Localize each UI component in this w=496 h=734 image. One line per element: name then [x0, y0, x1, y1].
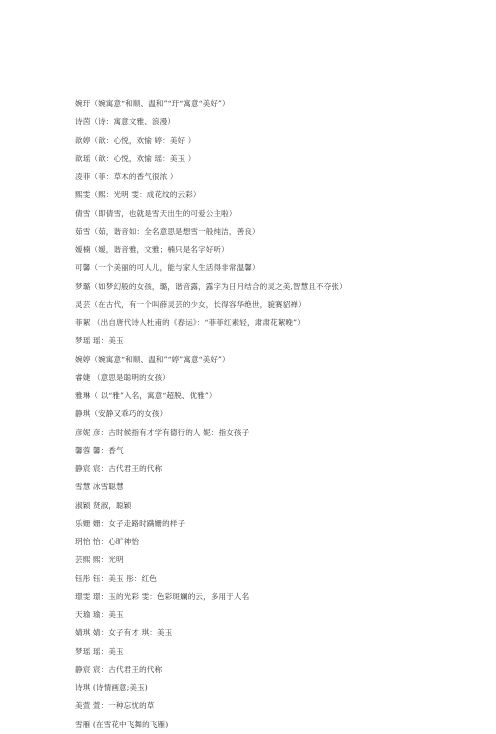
list-item: 睿婕 （意思是聪明的女孩） [75, 372, 170, 382]
list-item: 雪慧 冰雪聪慧 [75, 482, 124, 492]
list-item: 钰彤 钰：美玉 彤：红色 [75, 573, 157, 583]
list-item: 凌菲（菲：草木的香气很浓 ） [75, 172, 178, 181]
list-item: 歆瑶（歆：心悦，欢愉 瑶：美玉 ） [75, 153, 196, 163]
list-item: 美萱 萱：一种忘忧的草 [75, 701, 155, 711]
list-item: 雪雁 (在雪花中飞舞的飞雁) [75, 719, 169, 729]
list-item: 馨蓉 馨：香气 [75, 445, 124, 455]
list-item: 婉婷（婉寓意“和顺、温和”“婷”寓意“美好”） [75, 354, 230, 364]
list-item: 茹雪（茹，谐音如：全名意思是想雪一般纯洁，善良） [75, 226, 260, 236]
list-item: 芸熙 熙：光明 [75, 555, 124, 565]
list-item: 嫒楠（嫒，谐音雅，文雅；楠只是名字好听） [75, 245, 229, 254]
list-item: 雅琳（ 以“雅”入名，寓意“超脱、优雅”） [75, 391, 217, 400]
list-item: 静宸 宸：古代君王的代称 [75, 664, 163, 674]
list-item: 歆婷（歆：心悦，欢愉 婷：美好 ） [75, 135, 196, 145]
list-item: 婧琪 婧：女子有才 琪：美玉 [75, 628, 173, 638]
list-item: 天瑜 瑜：美玉 [75, 610, 124, 619]
list-item: 玥怡 怡：心旷神怡 [75, 537, 140, 546]
list-item: 诗茵（诗：寓意文雅、浪漫） [75, 117, 176, 127]
name-list [75, 95, 485, 734]
list-item: 乐姗 姗：女子走路时蹒姗的样子 [75, 518, 186, 528]
list-item: 梦瑶 瑶：美玉 [75, 336, 124, 346]
list-item: 熙雯（熙：光明 雯：成花纹的云彩） [75, 190, 201, 200]
list-item: 诗琪 (诗情画意;美玉) [75, 683, 148, 692]
list-item: 婉玗（婉寓意“和顺、温和”“玗“寓意“美好”） [75, 99, 230, 108]
list-item: 淑颖 贤淑，聪颖 [75, 500, 132, 510]
list-item: 梦璐（如梦幻般的女孩，璐，谐音露，露字为日月结合的灵之美,智慧且不夺张） [75, 281, 347, 291]
list-item: 梦瑶 瑶：美玉 [75, 646, 124, 656]
list-item: 灵芸（在古代，有一个叫薛灵芸的少女，长得容华绝世，貌赛貂禅） [75, 299, 306, 309]
list-item: 彦妮 彦：古时候指有才学有德行的人 妮：指女孩子 [75, 427, 250, 437]
list-item: 静琪（安静又乖巧的女孩） [75, 409, 168, 419]
list-item: 可馨（一个美丽的可人儿，能与家人生活得非常温馨） [75, 263, 260, 273]
list-item: 倩雪（即倩雪，也就是雪天出生的可爱公主啦） [75, 208, 237, 218]
list-item: 璟雯 璟：玉的光彩 雯：色彩斑斓的云，多用于人名 [75, 591, 250, 601]
list-item: 菲絮 （出自唐代诗人杜甫的《春运》：“菲菲红素轻，肃肃花絮晚”） [75, 318, 305, 327]
list-item: 静宸 宸：古代君王的代称 [75, 464, 163, 473]
